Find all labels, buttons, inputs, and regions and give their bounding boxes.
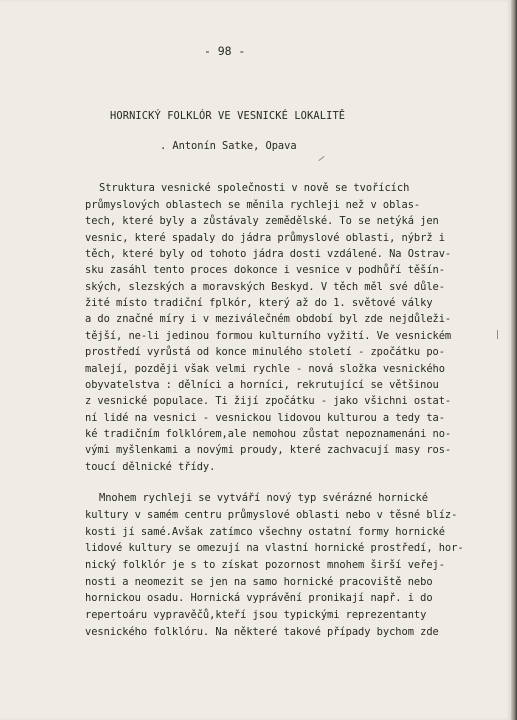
paragraph-line: repertoáru vypravěčů,kteří jsou typickými reprezentanty xyxy=(85,609,427,621)
paragraph-line: vesnic, které spadaly do jádra průmyslové oblasti, nýbrž i xyxy=(85,232,445,244)
paragraph-line: ké tradičním folklórem,ale nemohou zůstat nepoznamenáni no- xyxy=(85,428,452,440)
article-title: HORNICKÝ FOLKLÓR VE VESNICKÉ LOKALITĚ xyxy=(110,110,346,122)
paragraph-line: hornickou osadu. Hornická vyprávění pronikají např. i do xyxy=(85,592,433,604)
pencil-stroke xyxy=(318,156,324,161)
margin-tick xyxy=(497,330,498,339)
paragraph-line: z vesnické populace. Ti žijí zpočátku - jako všichni ostat- xyxy=(85,395,452,407)
paragraph-line: lidové kultury se omezují na vlastní hornické prostředí, hor- xyxy=(85,542,464,554)
paragraph-line: nosti a neomezit se jen na samo hornické pracoviště nebo xyxy=(85,576,433,588)
paragraph-line: kultury v samém centru průmyslové oblasti nebo v těsné blíz- xyxy=(85,509,458,521)
paragraph-line: obyvatelstva : dělníci a horníci, rekrutující se většinou xyxy=(85,379,439,391)
paragraph-line: sku zasáhl tento proces dokonce i vesnice v podhůří těšín- xyxy=(85,264,445,276)
page-edge xyxy=(511,0,517,720)
paragraph-line: vesnického folklóru. Na některé takové případy bychom zde xyxy=(85,626,439,638)
paragraph-line: ských, slezských a moravských Beskyd. V těch měl své důle- xyxy=(85,281,445,293)
paragraph-line: malejí, později však velmi rychle - nová složka vesnického xyxy=(85,363,445,375)
paragraph-line: žité místo tradiční fplkór, který až do 1. světové války xyxy=(85,297,433,309)
paragraph-line: vými myšlenkami a novými proudy, které zachvacují masy ros- xyxy=(85,444,452,456)
author-line: . Antonín Satke, Opava xyxy=(160,140,297,152)
paragraph-line: kosti jí samé.Avšak zatímco všechny ostatní formy hornické xyxy=(85,526,445,538)
paragraph-line: tější, ne-li jedinou formou kulturního vyžití. Ve vesnickém xyxy=(85,330,452,342)
paragraph-line: toucí dělnické třídy. xyxy=(85,461,216,473)
paragraph-line: a do značné míry i v meziválečném období byl zde nejdůleži- xyxy=(85,313,452,325)
page-number: - 98 - xyxy=(204,44,246,58)
paragraph-line: průmyslových oblastech se měnila rychleji než v oblas- xyxy=(85,199,421,211)
paragraph-line: prostředí vyrůstá od konce minulého století - zpočátku po- xyxy=(85,346,445,358)
paragraph-line: Struktura vesnické společnosti v nově se tvořících xyxy=(99,182,410,194)
paragraph-line: tech, které byly a zůstávaly zemědělské. To se netýká jen xyxy=(85,215,439,227)
paragraph-line: nický folklór je s to získat pozornost mnohem širší veřej- xyxy=(85,559,445,571)
paragraph-line: Mnohem rychleji se vytváří nový typ svérázné hornické xyxy=(99,492,428,504)
paragraph-line: těch, které byly od tohoto jádra dosti vzdálené. Na Ostrav- xyxy=(85,248,452,260)
paragraph-line: ní lidé na vesnici - vesnickou lidovou kulturou a tedy ta- xyxy=(85,412,445,424)
